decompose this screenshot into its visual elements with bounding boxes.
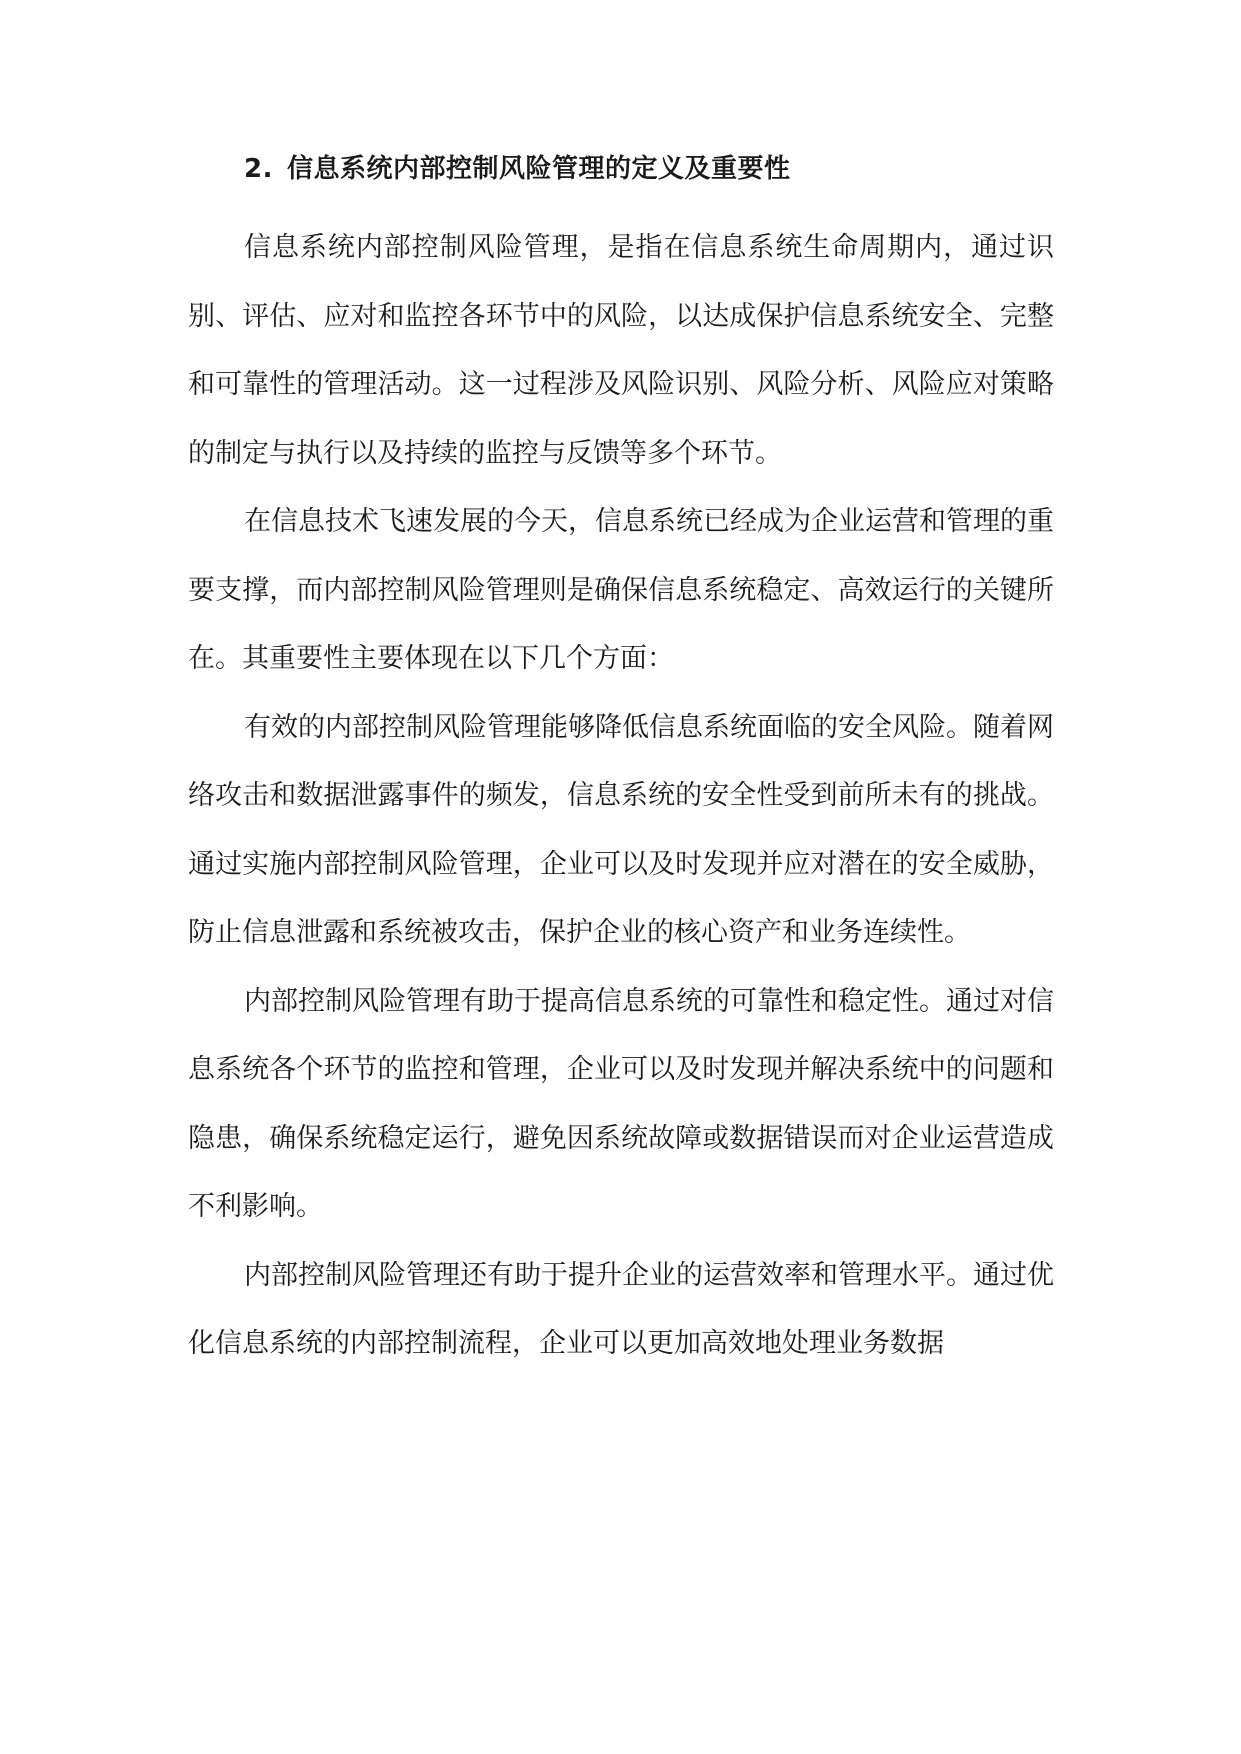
section-number: 2. [244, 154, 273, 184]
paragraph-reliability: 内部控制风险管理有助于提高信息系统的可靠性和稳定性。通过对信息系统各个环节的监控和管理，企业可以及时发现并解决系统中的问题和隐患，确保系统稳定运行，避免因系统故障或数据错误而对企业运营造成不利影响。 [188, 985, 1054, 1222]
paragraph-efficiency: 内部控制风险管理还有助于提升企业的运营效率和管理水平。通过优化信息系统的内部控制流程，企业可以更加高效地处理业务数据 [188, 1259, 1054, 1359]
paragraph-importance-intro: 在信息技术飞速发展的今天，信息系统已经成为企业运营和管理的重要支撑，而内部控制风险管理则是确保信息系统稳定、高效运行的关键所在。其重要性主要体现在以下几个方面： [188, 506, 1054, 674]
section-title: 信息系统内部控制风险管理的定义及重要性 [286, 154, 791, 184]
document-body [188, 145, 1054, 1379]
paragraph-definition: 信息系统内部控制风险管理，是指在信息系统生命周期内，通过识别、评估、应对和监控各环节中的风险，以达成保护信息系统安全、完整和可靠性的管理活动。这一过程涉及风险识别、风险分析、风险应对策略的制定与执行以及持续的监控与反馈等多个环节。 [188, 232, 1054, 469]
section-heading [188, 145, 1054, 193]
paragraph-security-risk: 有效的内部控制风险管理能够降低信息系统面临的安全风险。随着网络攻击和数据泄露事件的频发，信息系统的安全性受到前所未有的挑战。通过实施内部控制风险管理，企业可以及时发现并应对潜在的安全威胁，防止信息泄露和系统被攻击，保护企业的核心资产和业务连续性。 [188, 711, 1054, 948]
